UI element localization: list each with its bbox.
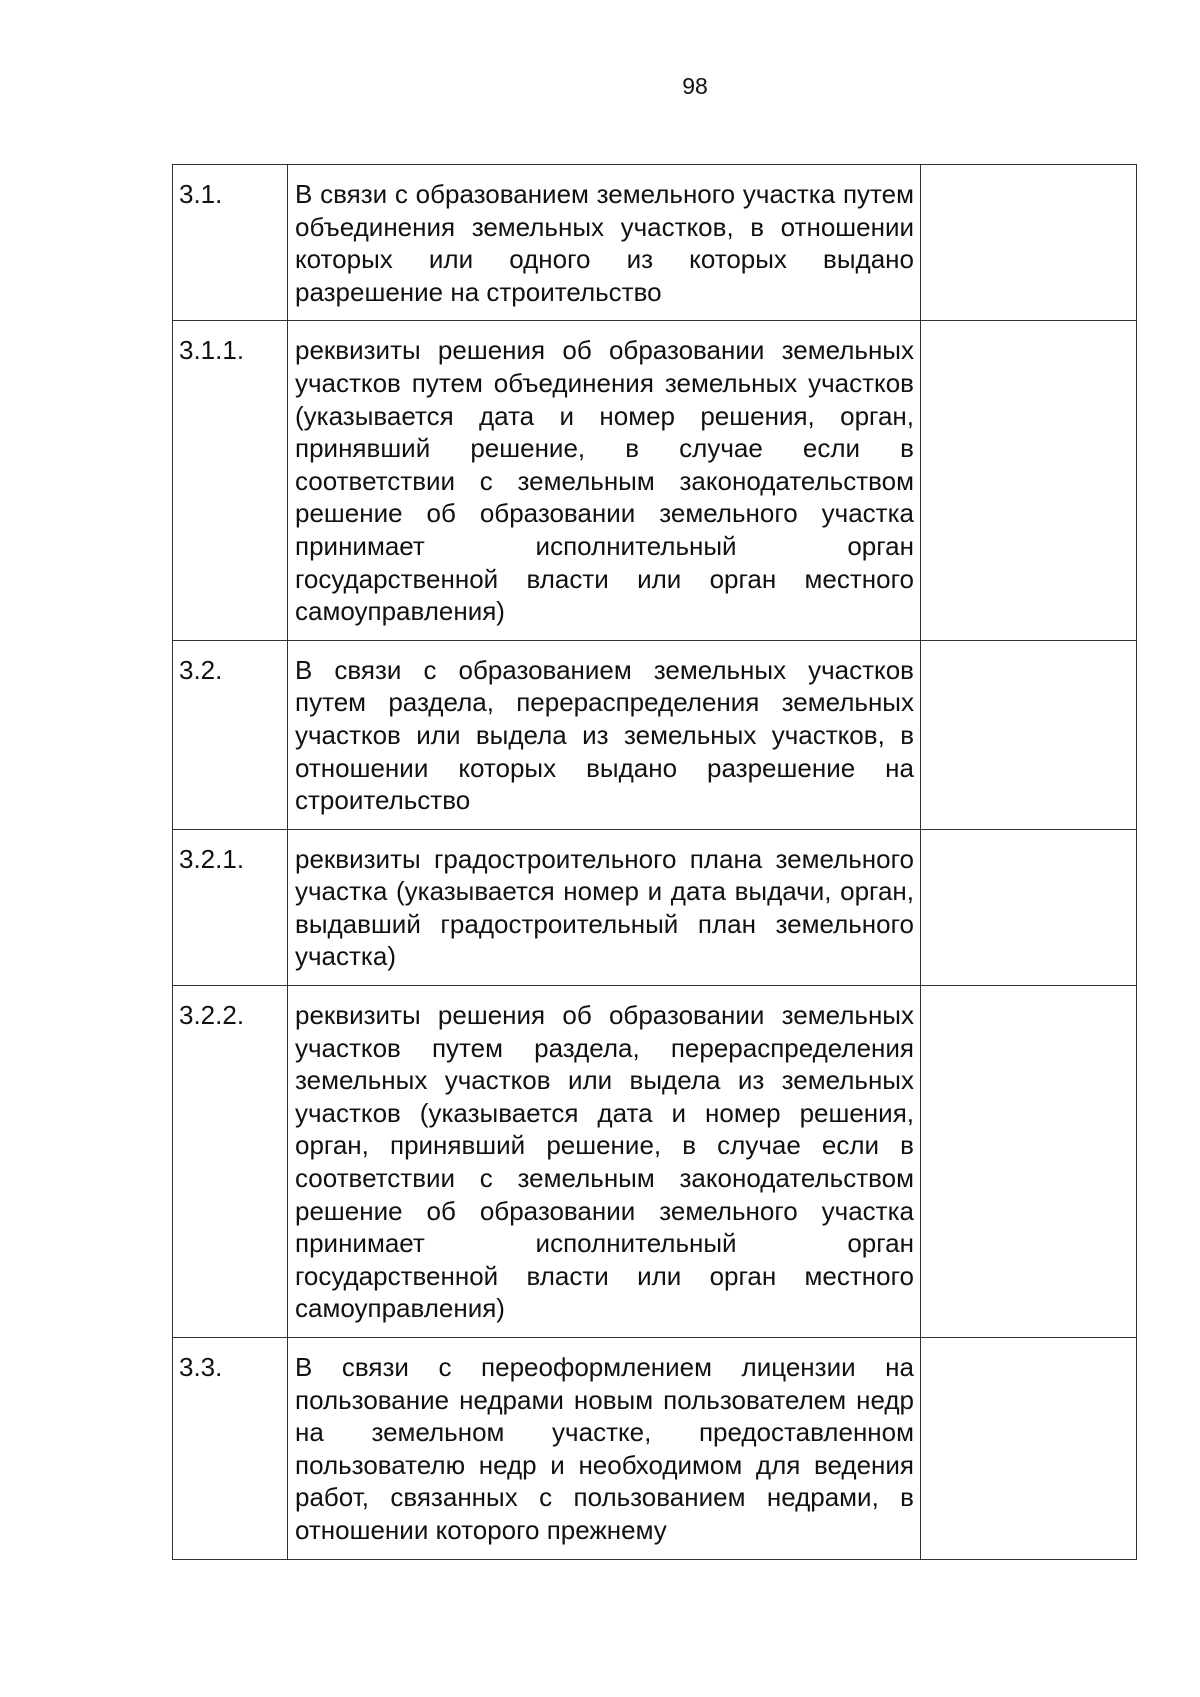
page-number: 98 [682,73,708,99]
row-description: В связи с образованием земельных участков путем раздела, перераспределения земельных участков или выдела из земельных участков, в отношении которых выдано разрешение на строительство [288,640,921,829]
form-table [172,164,1137,1560]
row-number: 3.1.1. [173,321,288,640]
row-number: 3.2. [173,640,288,829]
row-description: В связи с переоформлением лицензии на пользование недрами новым пользователем недр на земельном участке, предоставленном пользователю недр и необходимом для ведения работ, связанных с пользованием недрами, в отношении которого прежнему [288,1338,921,1560]
row-number: 3.2.1. [173,829,288,985]
table-row [173,986,1137,1338]
row-value-cell[interactable] [921,321,1137,640]
table-row [173,165,1137,321]
row-value-cell[interactable] [921,640,1137,829]
row-number: 3.3. [173,1338,288,1560]
row-value-cell[interactable] [921,165,1137,321]
table-row [173,1338,1137,1560]
row-description: реквизиты градостроительного плана земельного участка (указывается номер и дата выдачи, орган, выдавший градостроительный план земельного участка) [288,829,921,985]
row-number: 3.2.2. [173,986,288,1338]
table-row [173,321,1137,640]
table-row [173,829,1137,985]
table-row [173,640,1137,829]
row-value-cell[interactable] [921,986,1137,1338]
row-description: В связи с образованием земельного участка путем объединения земельных участков, в отношении которых или одного из которых выдано разрешение на строительство [288,165,921,321]
row-description: реквизиты решения об образовании земельных участков путем раздела, перераспределения земельных участков или выдела из земельных участков (указывается дата и номер решения, орган, принявший решение, в случае если в соответствии с земельным законодательством решение об образовании земельного участка принимает исполнительный орган государственной власти или орган местного самоуправления) [288,986,921,1338]
row-value-cell[interactable] [921,1338,1137,1560]
row-description: реквизиты решения об образовании земельных участков путем объединения земельных участков (указывается дата и номер решения, орган, принявший решение, в случае если в соответствии с земельным законодательством решение об образовании земельного участка принимает исполнительный орган государственной власти или орган местного самоуправления) [288,321,921,640]
row-number: 3.1. [173,165,288,321]
row-value-cell[interactable] [921,829,1137,985]
